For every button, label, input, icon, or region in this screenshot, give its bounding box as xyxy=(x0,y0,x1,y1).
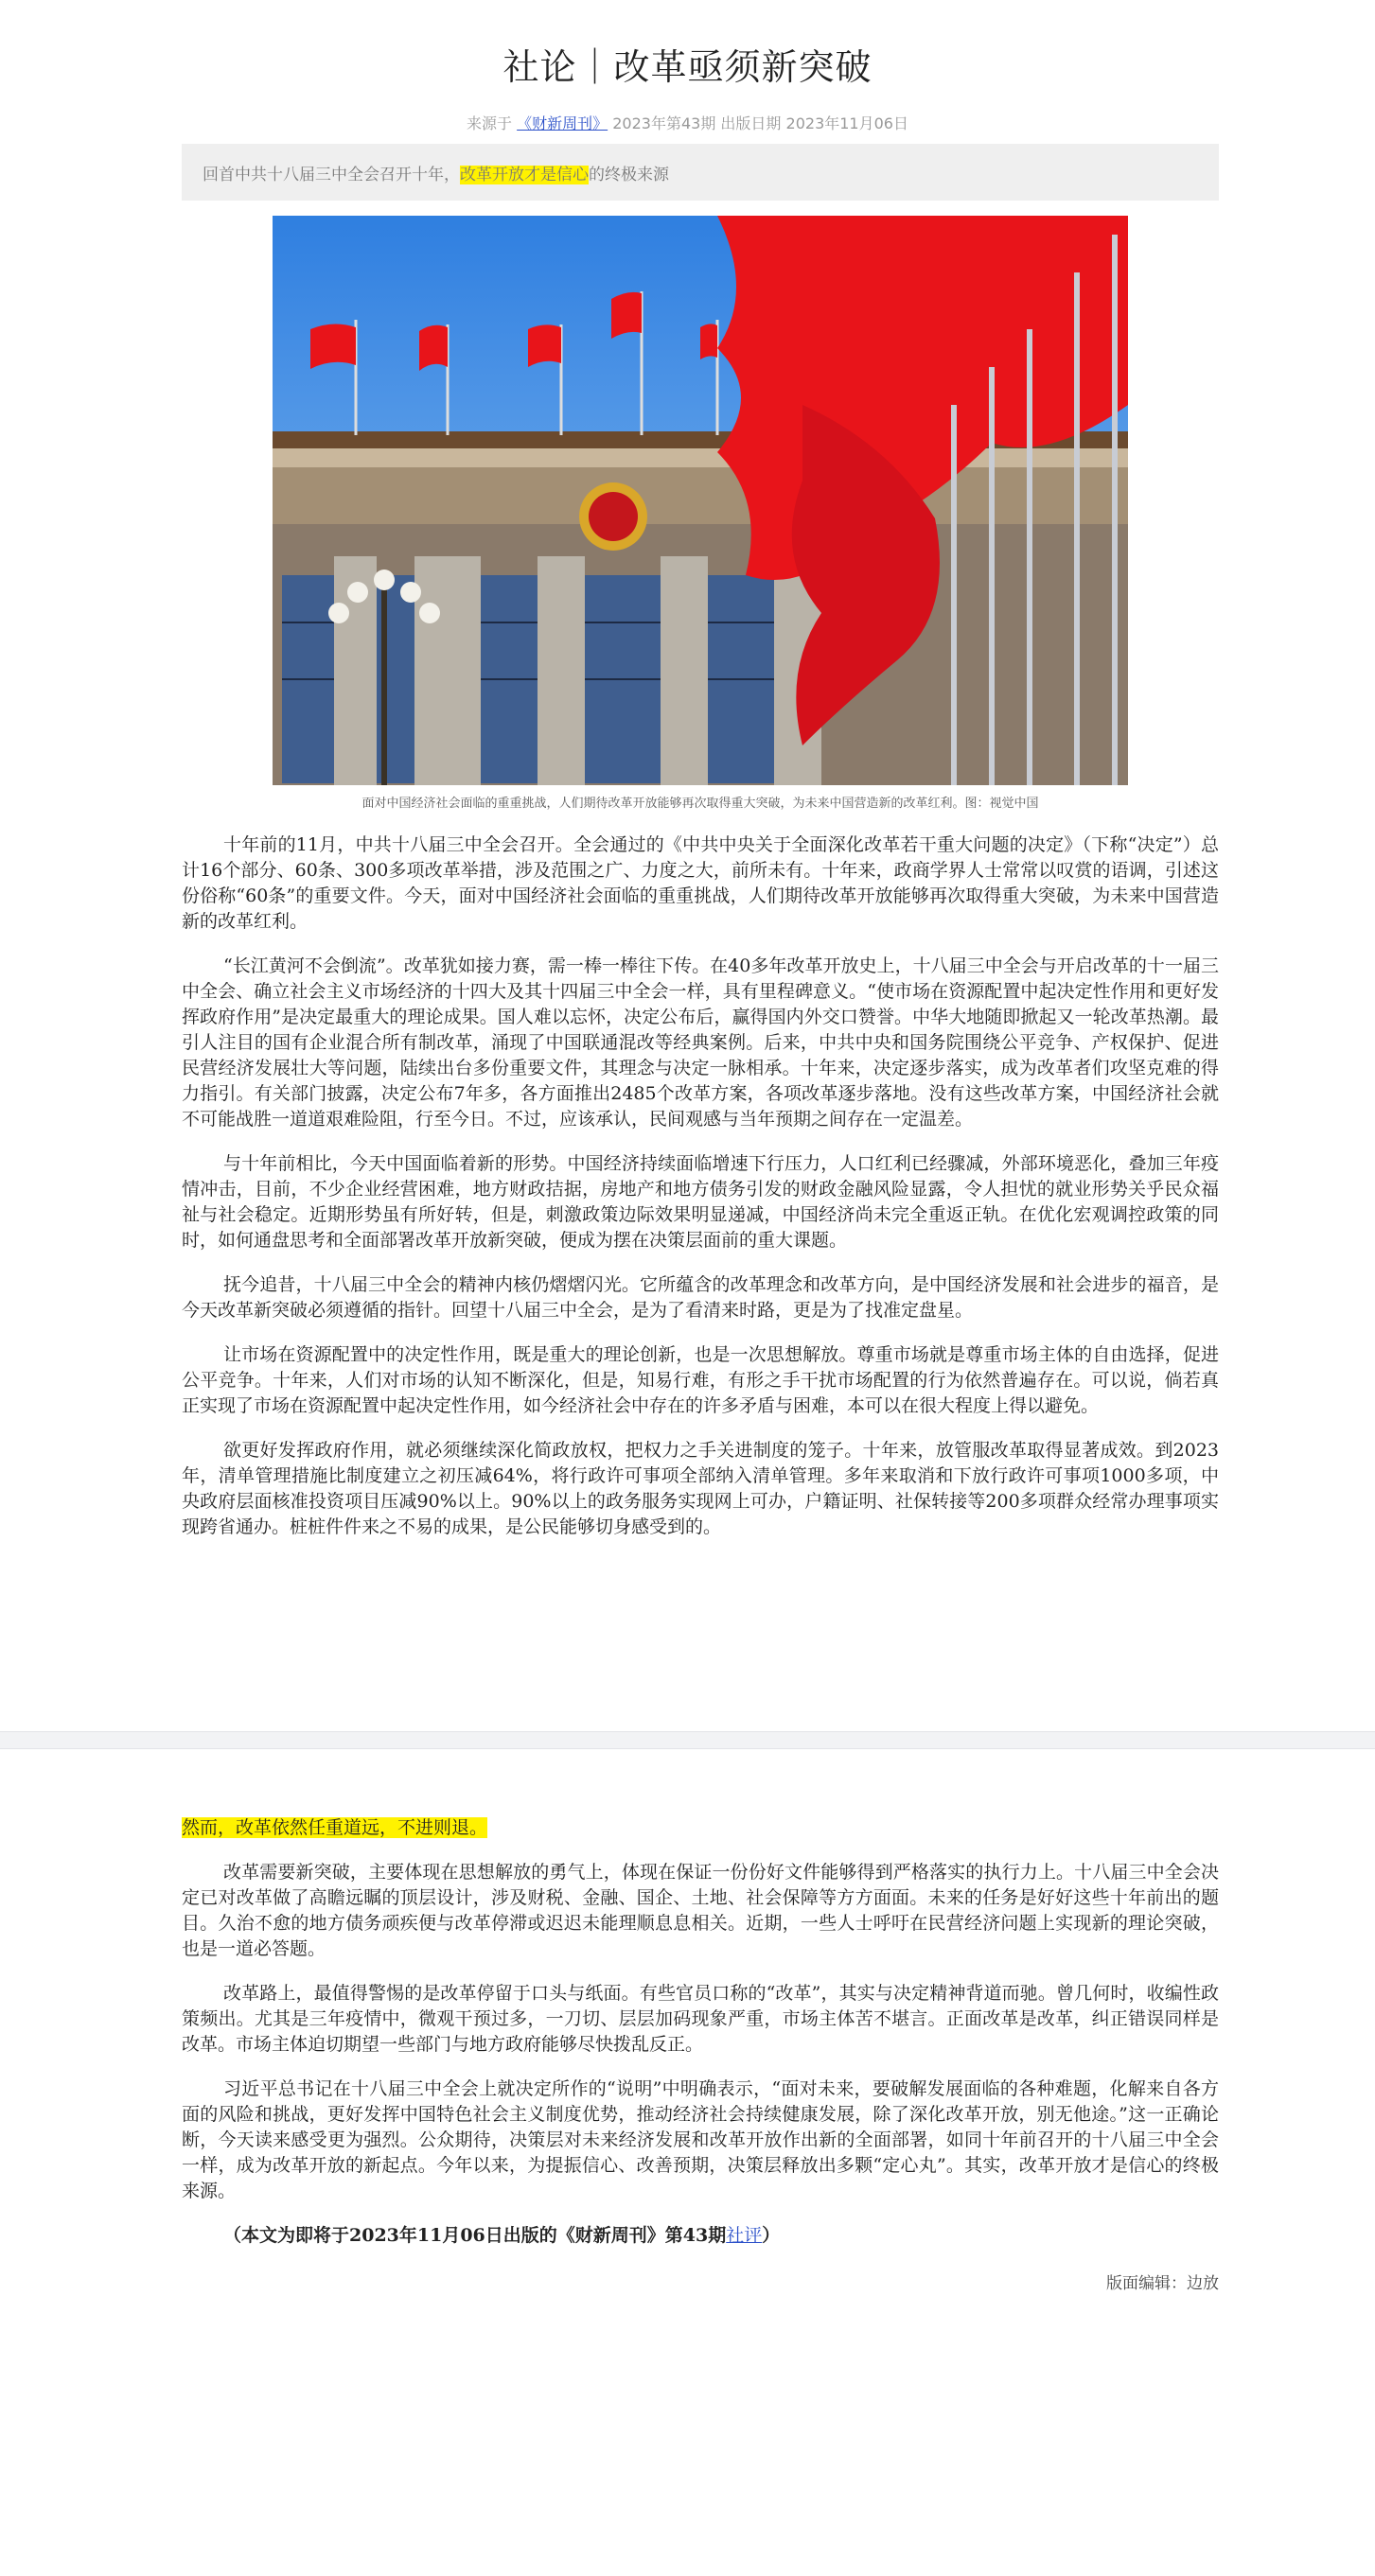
article-body-page1 xyxy=(182,832,1219,1559)
paragraph-2: “长江黄河不会倒流”。改革犹如接力赛，需一棒一棒往下传。在40多年改革开放史上，十八届三中全会与开启改革的十一届三中全会、确立社会主义市场经济的十四大及其十四届三中全会一样，具有里程碑意义。“使市场在资源配置中起决定性作用和更好发挥政府作用”是决定最重大的理论成果。国人难以忘怀，决定公布后，赢得国内外交口赞誉。中华大地随即掀起又一轮改革热潮。最引人注目的国有企业混合所有制改革，涌现了中国联通混改等经典案例。后来，中共中央和国务院围绕公平竞争、产权保护、促进民营经济发展壮大等问题，陆续出台多份重要文件，其理念与决定一脉相承。十年来，决定逐步落实，成为改革者们攻坚克难的得力指引。有关部门披露，决定公布7年多，各方面推出2485个改革方案，各项改革逐步落地。没有这些改革方案，中国经济社会就不可能战胜一道道艰难险阻，行至今日。不过，应该承认，民间观感与当年预期之间存在一定温差。 xyxy=(182,955,1219,1130)
paragraph-7-text: 然而，改革依然任重道远，不进则退。 xyxy=(182,1817,488,1838)
paragraph-5: 让市场在资源配置中的决定性作用，既是重大的理论创新，也是一次思想解放。尊重市场就是尊重市场主体的自由选择，促进公平竞争。十年来，人们对市场的认知不断深化，但是，知易行难，有形之手干扰市场配置的行为依然普遍存在。可以说，倘若真正实现了市场在资源配置中起决定性作用，如今经济社会中存在的许多矛盾与困难，本可以在很大程度上得以避免。 xyxy=(182,1344,1219,1416)
note-mid: 出版的《财新周刊》第 xyxy=(502,2225,683,2246)
column-link[interactable]: 社评 xyxy=(726,2225,763,2246)
paragraph-7 xyxy=(182,1815,1219,1841)
note-tail: 期 xyxy=(708,2225,727,2246)
paragraph-8: 改革需要新突破，主要体现在思想解放的勇气上，体现在保证一份份好文件能够得到严格落实的执行力上。十八届三中全会决定已对改革做了高瞻远瞩的顶层设计，涉及财税、金融、国企、土地、社会保障等方方面面。未来的任务是好好这些十年前出的题目。久治不愈的地方债务顽疾便与改革停滞或迟迟未能理顺息息相关。近期，一些人士呼吁在民营经济问题上实现新的理论突破，也是一道必答题。 xyxy=(182,1862,1219,1959)
source-link[interactable]: 《财新周刊》 xyxy=(517,114,608,132)
paragraph-3: 与十年前相比，今天中国面临着新的形势。中国经济持续面临增速下行压力，人口红利已经骤减，外部环境恶化，叠加三年疫情冲击，目前，不少企业经营困难，地方财政拮据，房地产和地方债务引发的财政金融风险显露，令人担忧的就业形势关乎民众福祉与社会稳定。近期形势虽有所好转，但是，刺激政策边际效果明显递减，中国经济尚未完全重返正轨。在优化宏观调控政策的同时，如何通盘思考和全面部署改革开放新突破，便成为摆在决策层面前的重大课题。 xyxy=(182,1153,1219,1251)
pub-date-label: 出版日期 xyxy=(720,114,782,132)
source-prefix: 来源于 xyxy=(467,114,513,132)
summary-highlight: 改革开放才是信心 xyxy=(460,166,589,184)
article-body-page2 xyxy=(182,1815,1219,2293)
issue-number: 2023年第43期 xyxy=(612,114,716,132)
photo-caption: 面对中国经济社会面临的重重挑战，人们期待改革开放能够再次取得重大突破，为未来中国营造新的改革红利。图：视觉中国 xyxy=(361,797,1039,811)
pub-date: 2023年11月06日 xyxy=(785,114,908,132)
paragraph-4: 抚今追昔，十八届三中全会的精神内核仍熠熠闪光。它所蕴含的改革理念和改革方向，是中国经济发展和社会进步的福音，是今天改革新突破必须遵循的指针。回望十八届三中全会，是为了看清来时路，更是为了找准定盘星。 xyxy=(182,1274,1219,1321)
note-issue: 43 xyxy=(682,2225,709,2246)
paragraph-1: 十年前的11月，中共十八届三中全会召开。全会通过的《中共中央关于全面深化改革若干重大问题的决定》（下称“决定”）总计16个部分、60条、300多项改革举措，涉及范围之广、力度之大，前所未有。十年来，政商学界人士常常以叹赏的语调，引述这份俗称“60条”的重要文件。今天，面对中国经济社会面临的重重挑战，人们期待改革开放能够再次取得重大突破，为未来中国营造新的改革红利。 xyxy=(182,834,1219,932)
summary-text-1: 回首中共十八届三中全会召开十年， xyxy=(203,166,460,184)
lead-photo xyxy=(273,216,1128,785)
article-summary xyxy=(182,144,1219,201)
note-open: （本文为即将于 xyxy=(223,2225,350,2246)
article-title: 社论｜改革亟须新突破 xyxy=(502,46,873,88)
summary-text-2: 的终极来源 xyxy=(589,166,669,184)
editor-credit: 版面编辑：边放 xyxy=(1106,2274,1219,2293)
note-close: ） xyxy=(762,2225,781,2246)
paragraph-9: 改革路上，最值得警惕的是改革停留于口头与纸面。有些官员口称的“改革”，其实与决定精神背道而驰。曾几何时，收编性政策频出。尤其是三年疫情中，微观干预过多，一刀切、层层加码现象严重，市场主体苦不堪言。正面改革是改革，纠正错误同样是改革。市场主体迫切期望一些部门与地方政府能够尽快拨乱反正。 xyxy=(182,1983,1219,2055)
article-meta xyxy=(0,112,1375,133)
article-page-2 xyxy=(0,1748,1375,2576)
paragraph-6: 欲更好发挥政府作用，就必须继续深化简政放权，把权力之手关进制度的笼子。十年来，放管服改革取得显著成效。到2023年，清单管理措施比制度建立之初压减64%，将行政许可事项全部纳入清单管理。多年来取消和下放行政许可事项1000多项，中央政府层面核准投资项目压减90%以上。90%以上的政务服务实现网上可办，户籍证明、社保转接等200多项群众经常办理事项实现跨省通办。桩桩件件来之不易的成果，是公民能够切身感受到的。 xyxy=(182,1440,1219,1537)
note-date: 2023年11月06日 xyxy=(349,2225,503,2246)
publication-note xyxy=(182,2223,1219,2249)
paragraph-10: 习近平总书记在十八届三中全会上就决定所作的“说明”中明确表示，“面对未来，要破解发展面临的各种难题，化解来自各方面的风险和挑战，更好发挥中国特色社会主义制度优势，推动经济社会持续健康发展，除了深化改革开放，别无他途。”这一正确论断，今天读来感受更为强烈。公众期待，决策层对未来经济发展和改革开放作出新的全面部署，如同十年前召开的十八届三中全会一样，成为改革开放的新起点。今年以来，为提振信心、改善预期，决策层释放出多颗“定心丸”。其实，改革开放才是信心的终极来源。 xyxy=(182,2078,1219,2201)
